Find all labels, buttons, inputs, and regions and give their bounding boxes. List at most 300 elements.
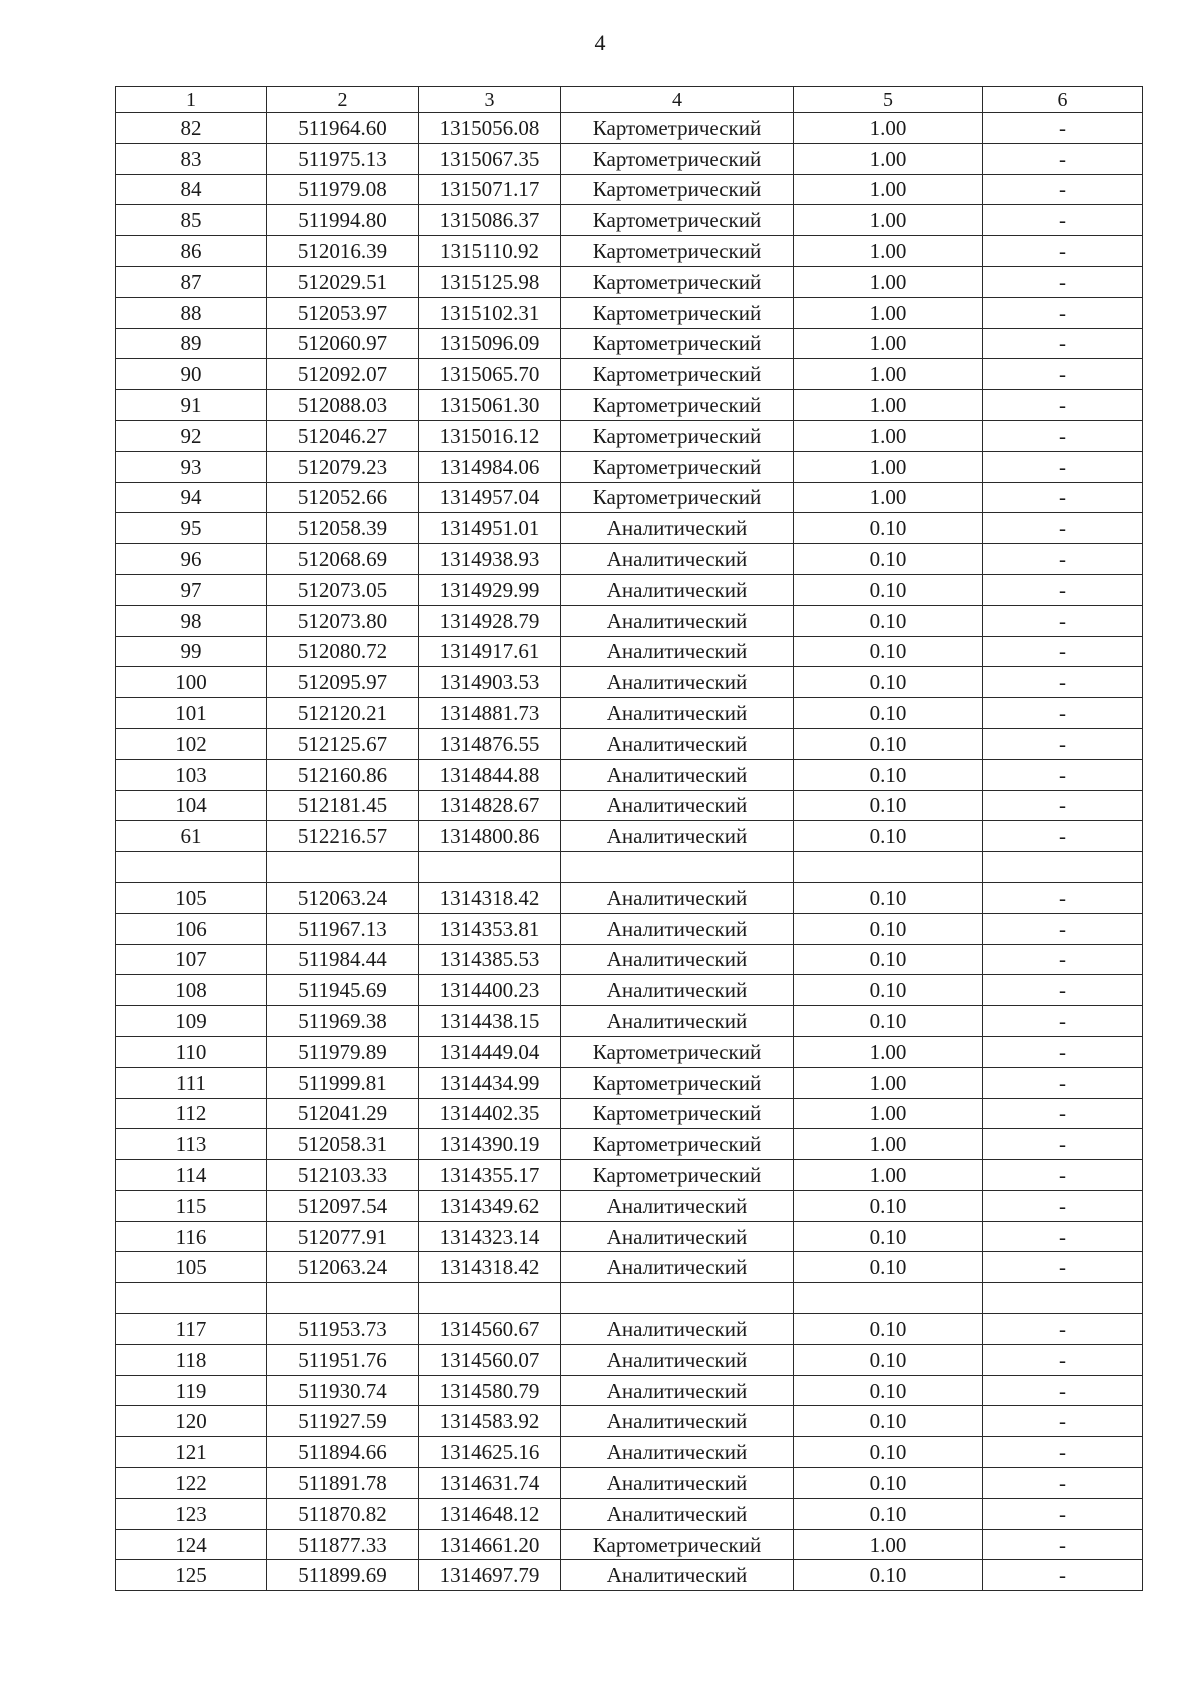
y-coordinate-cell: 1315071.17 [419, 174, 561, 205]
method-cell: Картометрический [561, 297, 794, 328]
note-cell: - [983, 698, 1143, 729]
table-row [116, 574, 1143, 605]
point-number-cell: 96 [116, 544, 267, 575]
accuracy-cell: 1.00 [794, 420, 983, 451]
table-row [116, 1190, 1143, 1221]
y-coordinate-cell: 1314929.99 [419, 574, 561, 605]
method-cell: Аналитический [561, 975, 794, 1006]
page-number: 4 [594, 30, 606, 55]
point-number-cell: 104 [116, 790, 267, 821]
y-coordinate-cell: 1315096.09 [419, 328, 561, 359]
point-number-cell: 91 [116, 390, 267, 421]
y-coordinate-cell [419, 1283, 561, 1314]
y-coordinate-cell: 1315016.12 [419, 420, 561, 451]
note-cell: - [983, 513, 1143, 544]
method-cell: Аналитический [561, 821, 794, 852]
accuracy-cell: 1.00 [794, 266, 983, 297]
note-cell [983, 1283, 1143, 1314]
y-coordinate-cell: 1315086.37 [419, 205, 561, 236]
method-cell: Аналитический [561, 513, 794, 544]
method-cell: Аналитический [561, 544, 794, 575]
y-coordinate-cell: 1314697.79 [419, 1560, 561, 1591]
method-cell: Аналитический [561, 698, 794, 729]
method-cell [561, 852, 794, 883]
method-cell: Аналитический [561, 790, 794, 821]
table-row [116, 882, 1143, 913]
y-coordinate-cell: 1314400.23 [419, 975, 561, 1006]
point-number-cell: 109 [116, 1006, 267, 1037]
y-coordinate-cell: 1315065.70 [419, 359, 561, 390]
accuracy-cell: 0.10 [794, 1406, 983, 1437]
note-cell: - [983, 205, 1143, 236]
point-number-cell: 94 [116, 482, 267, 513]
note-cell: - [983, 759, 1143, 790]
table-row [116, 1314, 1143, 1345]
method-cell: Картометрический [561, 1529, 794, 1560]
accuracy-cell: 0.10 [794, 790, 983, 821]
note-cell: - [983, 1468, 1143, 1499]
note-cell: - [983, 1160, 1143, 1191]
accuracy-cell: 0.10 [794, 544, 983, 575]
note-cell: - [983, 359, 1143, 390]
accuracy-cell: 1.00 [794, 390, 983, 421]
table-row [116, 513, 1143, 544]
method-cell: Аналитический [561, 1314, 794, 1345]
accuracy-cell: 0.10 [794, 605, 983, 636]
x-coordinate-cell [267, 852, 419, 883]
x-coordinate-cell: 512080.72 [267, 636, 419, 667]
x-coordinate-cell: 511964.60 [267, 113, 419, 144]
point-number-cell: 121 [116, 1437, 267, 1468]
accuracy-cell [794, 852, 983, 883]
note-cell: - [983, 451, 1143, 482]
x-coordinate-cell: 511979.89 [267, 1036, 419, 1067]
x-coordinate-cell: 512160.86 [267, 759, 419, 790]
method-cell: Аналитический [561, 1221, 794, 1252]
x-coordinate-cell: 511870.82 [267, 1498, 419, 1529]
table-row [116, 1160, 1143, 1191]
y-coordinate-cell: 1314631.74 [419, 1468, 561, 1499]
x-coordinate-cell: 512041.29 [267, 1098, 419, 1129]
method-cell: Аналитический [561, 667, 794, 698]
x-coordinate-cell: 512097.54 [267, 1190, 419, 1221]
table-row [116, 1498, 1143, 1529]
accuracy-cell: 0.10 [794, 1560, 983, 1591]
accuracy-cell: 0.10 [794, 698, 983, 729]
x-coordinate-cell: 511930.74 [267, 1375, 419, 1406]
accuracy-cell: 0.10 [794, 667, 983, 698]
x-coordinate-cell [267, 1283, 419, 1314]
x-coordinate-cell: 512046.27 [267, 420, 419, 451]
accuracy-cell: 1.00 [794, 297, 983, 328]
x-coordinate-cell: 511967.13 [267, 913, 419, 944]
note-cell: - [983, 1036, 1143, 1067]
y-coordinate-cell: 1315061.30 [419, 390, 561, 421]
table-row [116, 1036, 1143, 1067]
note-cell: - [983, 667, 1143, 698]
point-number-cell: 90 [116, 359, 267, 390]
accuracy-cell: 0.10 [794, 574, 983, 605]
method-cell: Картометрический [561, 266, 794, 297]
y-coordinate-cell: 1314957.04 [419, 482, 561, 513]
x-coordinate-cell: 512073.80 [267, 605, 419, 636]
method-cell: Аналитический [561, 1468, 794, 1499]
point-number-cell: 86 [116, 236, 267, 267]
point-number-cell: 93 [116, 451, 267, 482]
table-spacer-row [116, 1283, 1143, 1314]
x-coordinate-cell: 512063.24 [267, 882, 419, 913]
note-cell: - [983, 821, 1143, 852]
table-row [116, 944, 1143, 975]
method-cell: Аналитический [561, 605, 794, 636]
table-row [116, 975, 1143, 1006]
note-cell: - [983, 944, 1143, 975]
point-number-cell: 119 [116, 1375, 267, 1406]
note-cell: - [983, 1067, 1143, 1098]
x-coordinate-cell: 512120.21 [267, 698, 419, 729]
point-number-cell: 114 [116, 1160, 267, 1191]
method-cell: Картометрический [561, 1129, 794, 1160]
accuracy-cell: 0.10 [794, 636, 983, 667]
method-cell: Аналитический [561, 1252, 794, 1283]
note-cell: - [983, 1098, 1143, 1129]
method-cell: Аналитический [561, 1437, 794, 1468]
x-coordinate-cell: 511899.69 [267, 1560, 419, 1591]
point-number-cell: 118 [116, 1344, 267, 1375]
y-coordinate-cell: 1314876.55 [419, 728, 561, 759]
column-header: 2 [267, 87, 419, 113]
note-cell: - [983, 913, 1143, 944]
note-cell: - [983, 605, 1143, 636]
column-header: 5 [794, 87, 983, 113]
note-cell: - [983, 1529, 1143, 1560]
x-coordinate-cell: 511877.33 [267, 1529, 419, 1560]
accuracy-cell: 0.10 [794, 1190, 983, 1221]
table-row [116, 1468, 1143, 1499]
x-coordinate-cell: 511945.69 [267, 975, 419, 1006]
table-row [116, 1129, 1143, 1160]
note-cell: - [983, 266, 1143, 297]
x-coordinate-cell: 511969.38 [267, 1006, 419, 1037]
table-row [116, 359, 1143, 390]
x-coordinate-cell: 512077.91 [267, 1221, 419, 1252]
method-cell: Картометрический [561, 1036, 794, 1067]
x-coordinate-cell: 512029.51 [267, 266, 419, 297]
y-coordinate-cell [419, 852, 561, 883]
x-coordinate-cell: 511894.66 [267, 1437, 419, 1468]
table-row [116, 1252, 1143, 1283]
point-number-cell: 112 [116, 1098, 267, 1129]
y-coordinate-cell: 1314349.62 [419, 1190, 561, 1221]
accuracy-cell: 0.10 [794, 1498, 983, 1529]
accuracy-cell: 0.10 [794, 759, 983, 790]
point-number-cell: 115 [116, 1190, 267, 1221]
table-spacer-row [116, 852, 1143, 883]
table-row [116, 1098, 1143, 1129]
x-coordinate-cell: 512095.97 [267, 667, 419, 698]
x-coordinate-cell: 512016.39 [267, 236, 419, 267]
y-coordinate-cell: 1314323.14 [419, 1221, 561, 1252]
method-cell: Аналитический [561, 574, 794, 605]
method-cell: Картометрический [561, 451, 794, 482]
method-cell: Аналитический [561, 1406, 794, 1437]
accuracy-cell: 1.00 [794, 113, 983, 144]
y-coordinate-cell: 1314438.15 [419, 1006, 561, 1037]
table-row [116, 297, 1143, 328]
note-cell: - [983, 1129, 1143, 1160]
column-header: 3 [419, 87, 561, 113]
coordinates-table [115, 86, 1143, 1591]
table-row [116, 636, 1143, 667]
accuracy-cell: 1.00 [794, 205, 983, 236]
x-coordinate-cell: 512216.57 [267, 821, 419, 852]
x-coordinate-cell: 512060.97 [267, 328, 419, 359]
note-cell: - [983, 544, 1143, 575]
note-cell: - [983, 143, 1143, 174]
method-cell: Аналитический [561, 913, 794, 944]
x-coordinate-cell: 512073.05 [267, 574, 419, 605]
method-cell: Картометрический [561, 1098, 794, 1129]
y-coordinate-cell: 1315067.35 [419, 143, 561, 174]
accuracy-cell: 0.10 [794, 913, 983, 944]
method-cell: Картометрический [561, 174, 794, 205]
x-coordinate-cell: 512125.67 [267, 728, 419, 759]
y-coordinate-cell: 1314449.04 [419, 1036, 561, 1067]
accuracy-cell: 1.00 [794, 143, 983, 174]
x-coordinate-cell: 511984.44 [267, 944, 419, 975]
point-number-cell: 122 [116, 1468, 267, 1499]
x-coordinate-cell: 512103.33 [267, 1160, 419, 1191]
note-cell: - [983, 113, 1143, 144]
method-cell: Картометрический [561, 236, 794, 267]
point-number-cell: 116 [116, 1221, 267, 1252]
table-body [116, 87, 1143, 1591]
y-coordinate-cell: 1314355.17 [419, 1160, 561, 1191]
table-row [116, 451, 1143, 482]
accuracy-cell: 0.10 [794, 975, 983, 1006]
x-coordinate-cell: 512063.24 [267, 1252, 419, 1283]
table-row [116, 266, 1143, 297]
accuracy-cell: 0.10 [794, 1314, 983, 1345]
table-row [116, 1006, 1143, 1037]
note-cell: - [983, 1006, 1143, 1037]
y-coordinate-cell: 1314928.79 [419, 605, 561, 636]
x-coordinate-cell: 511891.78 [267, 1468, 419, 1499]
note-cell: - [983, 390, 1143, 421]
column-header: 1 [116, 87, 267, 113]
point-number-cell: 113 [116, 1129, 267, 1160]
y-coordinate-cell: 1314903.53 [419, 667, 561, 698]
x-coordinate-cell: 512058.31 [267, 1129, 419, 1160]
point-number-cell: 108 [116, 975, 267, 1006]
column-header: 4 [561, 87, 794, 113]
table-row [116, 1560, 1143, 1591]
method-cell: Аналитический [561, 944, 794, 975]
note-cell: - [983, 882, 1143, 913]
note-cell: - [983, 1375, 1143, 1406]
table-row [116, 1529, 1143, 1560]
point-number-cell: 85 [116, 205, 267, 236]
x-coordinate-cell: 511979.08 [267, 174, 419, 205]
y-coordinate-cell: 1314434.99 [419, 1067, 561, 1098]
point-number-cell: 61 [116, 821, 267, 852]
note-cell: - [983, 1344, 1143, 1375]
table-row [116, 143, 1143, 174]
point-number-cell: 106 [116, 913, 267, 944]
y-coordinate-cell: 1314353.81 [419, 913, 561, 944]
y-coordinate-cell: 1314938.93 [419, 544, 561, 575]
point-number-cell: 95 [116, 513, 267, 544]
method-cell [561, 1283, 794, 1314]
note-cell: - [983, 174, 1143, 205]
y-coordinate-cell: 1314560.67 [419, 1314, 561, 1345]
note-cell: - [983, 328, 1143, 359]
table-row [116, 544, 1143, 575]
table-row [116, 759, 1143, 790]
table-row [116, 1221, 1143, 1252]
note-cell: - [983, 297, 1143, 328]
note-cell: - [983, 1221, 1143, 1252]
y-coordinate-cell: 1315125.98 [419, 266, 561, 297]
y-coordinate-cell: 1314661.20 [419, 1529, 561, 1560]
note-cell: - [983, 1190, 1143, 1221]
point-number-cell [116, 1283, 267, 1314]
note-cell: - [983, 728, 1143, 759]
x-coordinate-cell: 511999.81 [267, 1067, 419, 1098]
accuracy-cell: 0.10 [794, 513, 983, 544]
table-row [116, 174, 1143, 205]
y-coordinate-cell: 1315102.31 [419, 297, 561, 328]
accuracy-cell: 1.00 [794, 1067, 983, 1098]
x-coordinate-cell: 512053.97 [267, 297, 419, 328]
method-cell: Картометрический [561, 113, 794, 144]
accuracy-cell: 1.00 [794, 328, 983, 359]
y-coordinate-cell: 1314402.35 [419, 1098, 561, 1129]
point-number-cell: 111 [116, 1067, 267, 1098]
accuracy-cell: 0.10 [794, 1375, 983, 1406]
point-number-cell: 97 [116, 574, 267, 605]
point-number-cell: 87 [116, 266, 267, 297]
y-coordinate-cell: 1314560.07 [419, 1344, 561, 1375]
accuracy-cell: 0.10 [794, 1468, 983, 1499]
y-coordinate-cell: 1314800.86 [419, 821, 561, 852]
method-cell: Аналитический [561, 728, 794, 759]
table-row [116, 667, 1143, 698]
table-row [116, 728, 1143, 759]
y-coordinate-cell: 1314625.16 [419, 1437, 561, 1468]
y-coordinate-cell: 1314951.01 [419, 513, 561, 544]
y-coordinate-cell: 1314580.79 [419, 1375, 561, 1406]
point-number-cell: 105 [116, 882, 267, 913]
point-number-cell: 125 [116, 1560, 267, 1591]
method-cell: Картометрический [561, 482, 794, 513]
note-cell: - [983, 1252, 1143, 1283]
point-number-cell: 83 [116, 143, 267, 174]
accuracy-cell: 1.00 [794, 1160, 983, 1191]
method-cell: Картометрический [561, 143, 794, 174]
y-coordinate-cell: 1314828.67 [419, 790, 561, 821]
note-cell: - [983, 236, 1143, 267]
table-row [116, 390, 1143, 421]
y-coordinate-cell: 1314648.12 [419, 1498, 561, 1529]
accuracy-cell: 0.10 [794, 1221, 983, 1252]
method-cell: Картометрический [561, 359, 794, 390]
point-number-cell: 92 [116, 420, 267, 451]
x-coordinate-cell: 512058.39 [267, 513, 419, 544]
y-coordinate-cell: 1314390.19 [419, 1129, 561, 1160]
note-cell: - [983, 1314, 1143, 1345]
note-cell: - [983, 1437, 1143, 1468]
accuracy-cell: 0.10 [794, 1437, 983, 1468]
note-cell: - [983, 420, 1143, 451]
accuracy-cell: 1.00 [794, 1529, 983, 1560]
accuracy-cell: 1.00 [794, 482, 983, 513]
note-cell: - [983, 482, 1143, 513]
method-cell: Аналитический [561, 1498, 794, 1529]
accuracy-cell: 0.10 [794, 1344, 983, 1375]
accuracy-cell: 1.00 [794, 451, 983, 482]
table-row [116, 821, 1143, 852]
table-row [116, 790, 1143, 821]
method-cell: Аналитический [561, 882, 794, 913]
table-row [116, 420, 1143, 451]
point-number-cell: 89 [116, 328, 267, 359]
accuracy-cell: 0.10 [794, 728, 983, 759]
note-cell: - [983, 975, 1143, 1006]
accuracy-cell: 1.00 [794, 236, 983, 267]
accuracy-cell: 0.10 [794, 821, 983, 852]
point-number-cell: 101 [116, 698, 267, 729]
point-number-cell: 110 [116, 1036, 267, 1067]
point-number-cell [116, 852, 267, 883]
x-coordinate-cell: 512068.69 [267, 544, 419, 575]
table-row [116, 1437, 1143, 1468]
method-cell: Картометрический [561, 1160, 794, 1191]
table-row [116, 1344, 1143, 1375]
note-cell: - [983, 790, 1143, 821]
point-number-cell: 124 [116, 1529, 267, 1560]
point-number-cell: 82 [116, 113, 267, 144]
point-number-cell: 88 [116, 297, 267, 328]
point-number-cell: 99 [116, 636, 267, 667]
point-number-cell: 105 [116, 1252, 267, 1283]
point-number-cell: 102 [116, 728, 267, 759]
accuracy-cell: 1.00 [794, 1098, 983, 1129]
method-cell: Картометрический [561, 1067, 794, 1098]
table-row [116, 1067, 1143, 1098]
table-row [116, 328, 1143, 359]
point-number-cell: 103 [116, 759, 267, 790]
table-row [116, 482, 1143, 513]
method-cell: Картометрический [561, 420, 794, 451]
y-coordinate-cell: 1314583.92 [419, 1406, 561, 1437]
point-number-cell: 107 [116, 944, 267, 975]
method-cell: Аналитический [561, 759, 794, 790]
method-cell: Картометрический [561, 205, 794, 236]
table-row [116, 605, 1143, 636]
point-number-cell: 117 [116, 1314, 267, 1345]
x-coordinate-cell: 511953.73 [267, 1314, 419, 1345]
x-coordinate-cell: 512181.45 [267, 790, 419, 821]
x-coordinate-cell: 511927.59 [267, 1406, 419, 1437]
note-cell: - [983, 636, 1143, 667]
accuracy-cell: 1.00 [794, 359, 983, 390]
y-coordinate-cell: 1314881.73 [419, 698, 561, 729]
y-coordinate-cell: 1314984.06 [419, 451, 561, 482]
y-coordinate-cell: 1315056.08 [419, 113, 561, 144]
y-coordinate-cell: 1314844.88 [419, 759, 561, 790]
accuracy-cell: 0.10 [794, 1006, 983, 1037]
